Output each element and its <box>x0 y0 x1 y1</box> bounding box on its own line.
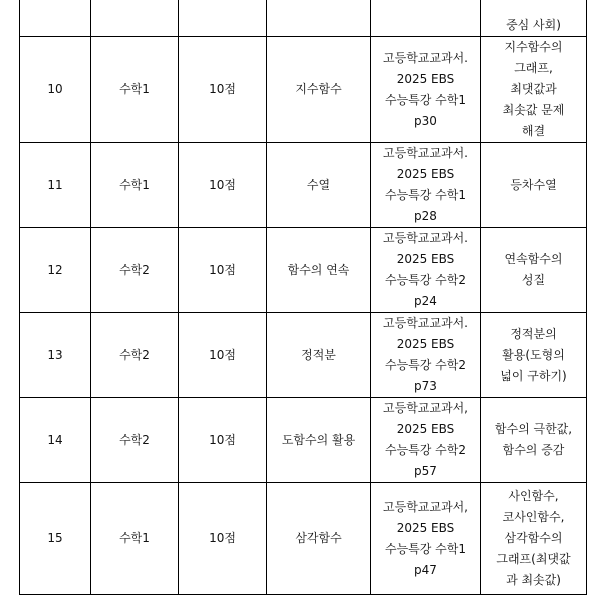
cell-source <box>371 0 481 37</box>
cell-score: 10점 <box>179 37 267 143</box>
cell-subject: 수학1 <box>91 143 179 228</box>
source-line: 2025 EBS <box>396 422 455 436</box>
source-line: p24 <box>414 294 437 308</box>
cell-subject: 수학2 <box>91 313 179 398</box>
content-line: 해결 <box>521 124 546 138</box>
cell-score: 10점 <box>179 313 267 398</box>
source-line: 고등학교교과서. <box>383 146 468 160</box>
cell-source <box>371 228 481 313</box>
source-line: 수능특강 수학2 <box>384 273 466 287</box>
cell-content <box>481 143 587 228</box>
cell-content <box>481 0 587 37</box>
cell-source <box>371 398 481 483</box>
cell-unit: 도함수의 활용 <box>267 398 371 483</box>
source-line: 2025 EBS <box>396 337 455 351</box>
content-line: 그래프(최댓값 <box>496 552 571 566</box>
source-line: p30 <box>414 113 437 128</box>
source-line: p57 <box>414 464 437 478</box>
cell-score: 10점 <box>179 143 267 228</box>
table-row <box>20 483 587 595</box>
cell-no: 12 <box>20 228 91 313</box>
table-row <box>20 313 587 398</box>
table-row <box>20 228 587 313</box>
cell-source <box>371 313 481 398</box>
cell-no: 13 <box>20 313 91 398</box>
content-line: 최댓값과 <box>510 82 557 96</box>
cell-unit: 함수의 연속 <box>267 228 371 313</box>
content-line: 넓이 구하기) <box>500 368 567 383</box>
table-row <box>20 37 587 143</box>
source-line: 고등학교교과서. <box>383 316 468 330</box>
cell-content <box>481 313 587 398</box>
cell-subject: 수학2 <box>91 228 179 313</box>
cell-no: 11 <box>20 143 91 228</box>
table-row <box>20 143 587 228</box>
cell-no <box>20 0 91 37</box>
cell-unit: 수열 <box>267 143 371 228</box>
content-line: 그래프, <box>514 61 553 75</box>
cell-unit <box>267 0 371 37</box>
content-line: 지수함수의 <box>504 40 563 54</box>
cell-source <box>371 143 481 228</box>
cell-subject <box>91 0 179 37</box>
content-line: 성질 <box>521 273 546 287</box>
source-line: p28 <box>414 209 437 223</box>
source-line: 고등학교교과서, <box>383 401 468 415</box>
source-line: 2025 EBS <box>396 252 455 266</box>
content-line: 연속함수의 <box>504 252 563 266</box>
cell-unit: 정적분 <box>267 313 371 398</box>
cell-subject: 수학2 <box>91 398 179 483</box>
source-line: 수능특강 수학1 <box>384 92 466 107</box>
cell-score: 10점 <box>179 483 267 595</box>
content-line: 등차수열 <box>510 177 557 192</box>
source-line: 2025 EBS <box>396 520 455 535</box>
source-line: p73 <box>414 379 437 393</box>
content-line: 함수의 극한값, <box>494 422 573 436</box>
cell-unit: 지수함수 <box>267 37 371 143</box>
cell-score: 10점 <box>179 228 267 313</box>
table-row <box>20 398 587 483</box>
source-line: 수능특강 수학2 <box>384 443 466 457</box>
assessment-table <box>19 0 587 595</box>
cell-no: 10 <box>20 37 91 143</box>
cell-content <box>481 398 587 483</box>
content-line: 코사인함수, <box>502 510 565 524</box>
source-line: 수능특강 수학2 <box>384 358 466 372</box>
cell-content <box>481 228 587 313</box>
cell-score <box>179 0 267 37</box>
cell-content <box>481 37 587 143</box>
cell-no: 15 <box>20 483 91 595</box>
table-row-continued <box>20 0 587 37</box>
content-line: 정적분의 <box>510 326 557 341</box>
cell-source <box>371 483 481 595</box>
cell-source <box>371 37 481 143</box>
source-line: p47 <box>414 562 437 577</box>
content-line: 사인함수, <box>508 489 559 503</box>
source-line: 고등학교교과서. <box>383 231 468 245</box>
source-line: 2025 EBS <box>396 71 455 86</box>
content-line: 과 최솟값) <box>506 573 561 587</box>
content-line: 활용(도형의 <box>502 347 565 362</box>
source-line: 수능특강 수학1 <box>384 541 466 556</box>
source-line: 2025 EBS <box>396 167 455 181</box>
cell-subject: 수학1 <box>91 37 179 143</box>
source-line: 고등학교교과서, <box>383 499 468 514</box>
cell-unit: 삼각함수 <box>267 483 371 595</box>
cell-score: 10점 <box>179 398 267 483</box>
content-line: 최솟값 문제 <box>502 103 565 117</box>
content-line: 중심 사회) <box>506 18 561 32</box>
source-line: 고등학교교과서. <box>383 50 468 65</box>
content-line: 삼각함수의 <box>504 531 563 545</box>
cell-subject: 수학1 <box>91 483 179 595</box>
cell-no: 14 <box>20 398 91 483</box>
content-line: 함수의 증감 <box>502 443 565 457</box>
source-line: 수능특강 수학1 <box>384 188 466 202</box>
cell-content <box>481 483 587 595</box>
